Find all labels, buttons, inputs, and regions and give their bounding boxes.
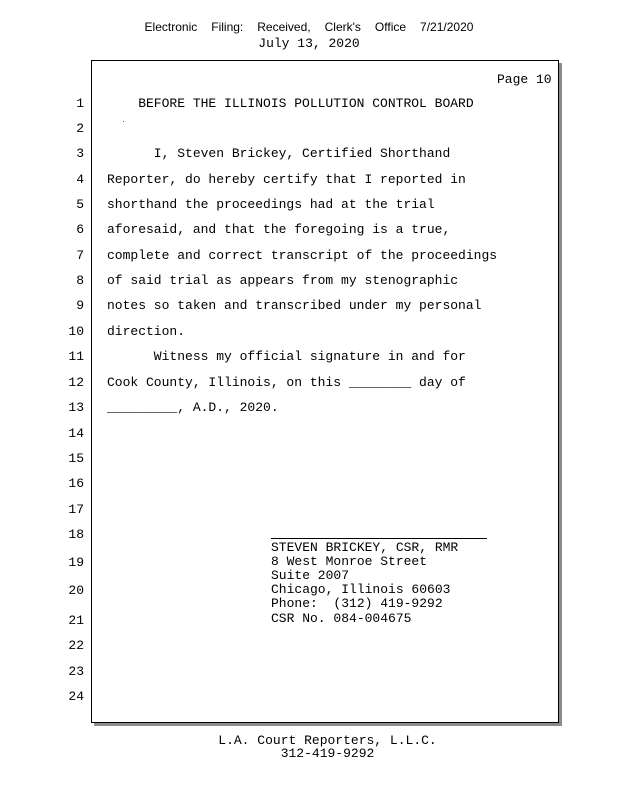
stamp-received: Received, [257,20,311,34]
line-number: 20 [68,583,84,598]
line-number: 3 [76,146,84,161]
line-number: 11 [68,349,84,364]
stamp-clerks: Clerk's [324,20,361,34]
signature-phone: Phone: (312) 419-9292 [271,596,443,611]
line-number: 6 [76,222,84,237]
filing-stamp [0,20,618,34]
signature-suite: Suite 2007 [271,568,350,583]
line-number: 17 [68,502,84,517]
signature-line [271,538,487,539]
line-text: _________, A.D., 2020. [107,400,279,415]
footer-phone: 312-419-9292 [280,746,375,761]
line-number: 2 [76,121,84,136]
line-number: 21 [68,613,84,628]
line-text: Cook County, Illinois, on this ________ day of [107,375,466,390]
signature-name: STEVEN BRICKEY, CSR, RMR [271,540,459,555]
line-number: 9 [76,298,84,313]
line-text: Reporter, do hereby certify that I reported in [107,172,466,187]
stamp-office: Office [374,20,407,34]
footer-company: L.A. Court Reporters, L.L.C. [218,733,437,748]
line-number: 15 [68,451,84,466]
line-number: 13 [68,400,84,415]
signature-csr-number: CSR No. 084-004675 [271,611,412,626]
line-number: 4 [76,172,84,187]
line-number: 14 [68,426,84,441]
line-number: 10 [68,324,84,339]
line-number: 1 [76,96,84,111]
stamp-electronic: Electronic [144,20,198,34]
line-text: aforesaid, and that the foregoing is a true, [107,222,451,237]
page-number: Page 10 [497,72,552,87]
line-number: 16 [68,476,84,491]
stamp-filing: Filing: [211,20,244,34]
line-text: notes so taken and transcribed under my personal [107,298,482,313]
line-text: shorthand the proceedings had at the trial [107,197,435,212]
line-number: 5 [76,197,84,212]
line-number: 23 [68,664,84,679]
header-date: July 13, 2020 [258,36,360,51]
signature-street: 8 West Monroe Street [271,554,428,569]
line-number: 24 [68,689,84,704]
line-text: direction. [107,324,186,339]
line-number: 7 [76,248,84,263]
stamp-date: 7/21/2020 [420,20,474,34]
stray-dot [123,121,124,122]
line-number: 22 [68,638,84,653]
line-text: of said trial as appears from my stenographic [107,273,459,288]
line-number: 12 [68,375,84,390]
line-number: 18 [68,527,84,542]
line-text: BEFORE THE ILLINOIS POLLUTION CONTROL BOARD [107,96,474,111]
line-number: 19 [68,555,84,570]
line-text: I, Steven Brickey, Certified Shorthand [107,146,451,161]
line-number: 8 [76,273,84,288]
signature-city: Chicago, Illinois 60603 [271,582,451,597]
line-text: complete and correct transcript of the proceedings [107,248,498,263]
line-text: Witness my official signature in and for [107,349,466,364]
